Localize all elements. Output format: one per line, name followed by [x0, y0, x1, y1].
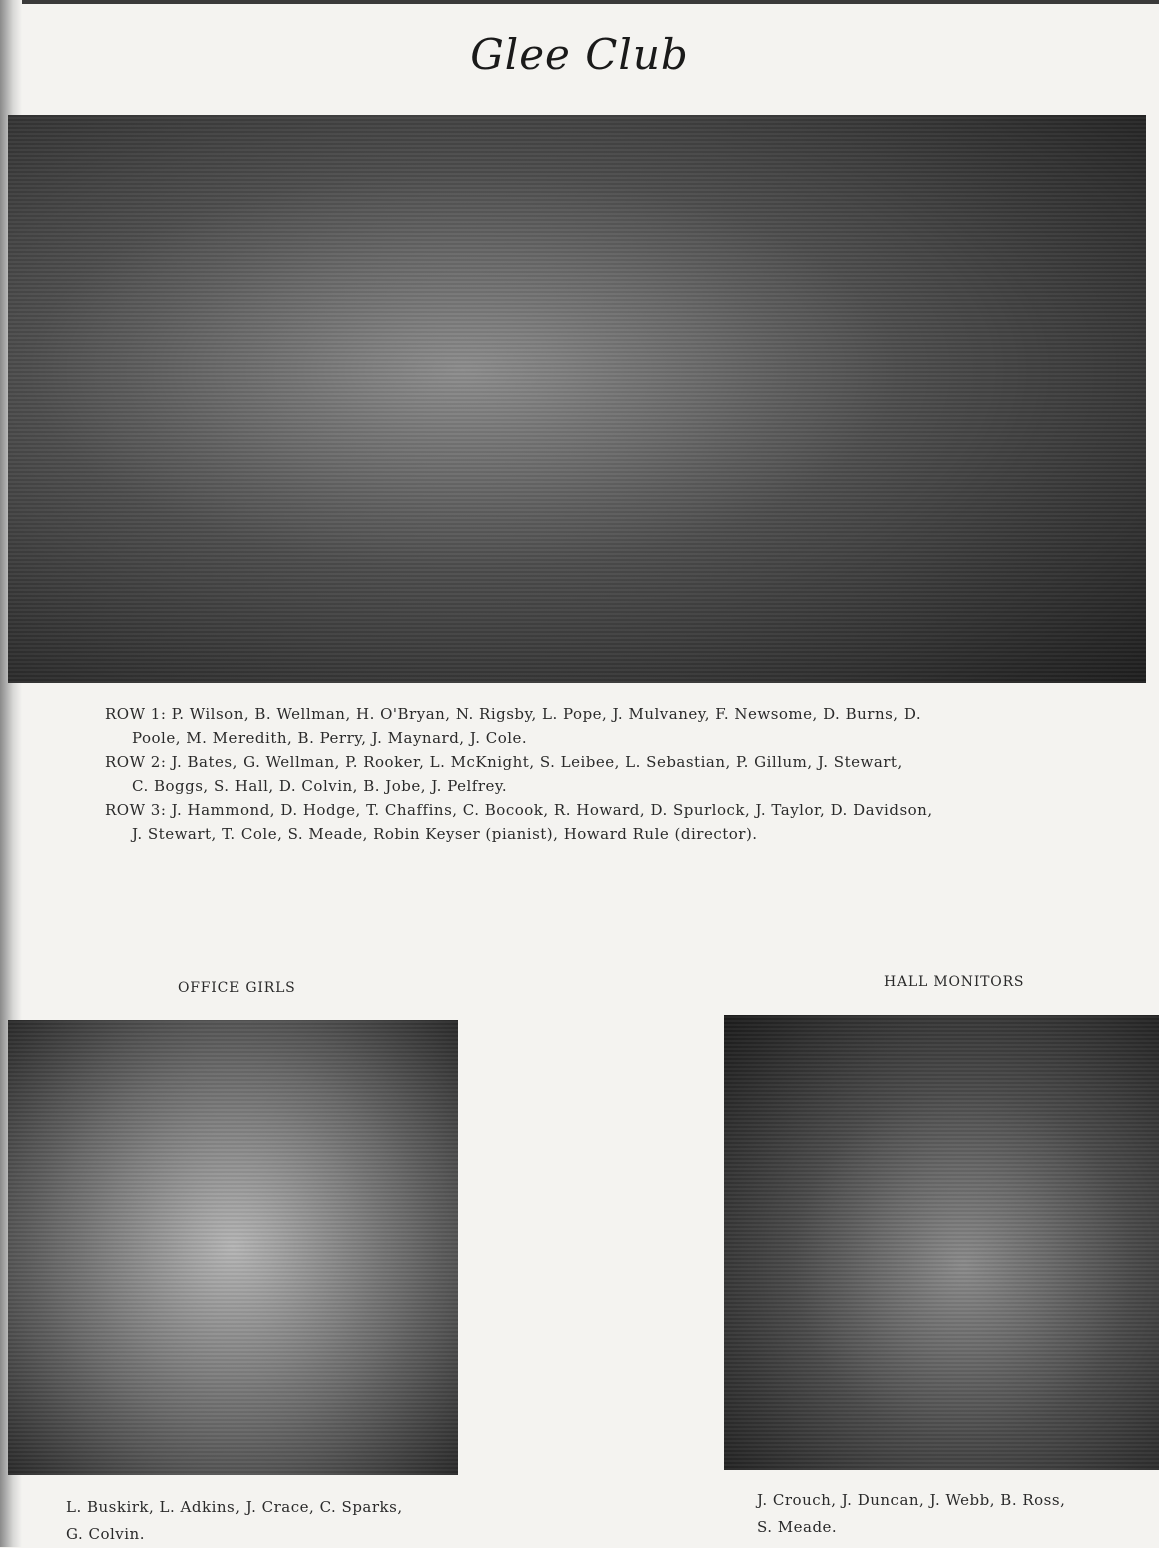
page-title: Glee Club	[470, 30, 689, 79]
hall-monitors-caption	[757, 1487, 1065, 1541]
office-girls-heading: OFFICE GIRLS	[178, 980, 296, 996]
glee-club-photo	[8, 115, 1146, 683]
hall-monitors-photo	[724, 1015, 1159, 1470]
caption-row-2-cont: C. Boggs, S. Hall, D. Colvin, B. Jobe, J. Pelfrey.	[132, 777, 508, 795]
caption-row-3: ROW 3: J. Hammond, D. Hodge, T. Chaffins, C. Bocook, R. Howard, D. Spurlock, J. Taylor, D. Davidson,	[105, 801, 933, 819]
office-girls-caption-line: G. Colvin.	[66, 1525, 145, 1543]
office-girls-photo	[8, 1020, 458, 1475]
glee-club-caption	[105, 702, 933, 846]
caption-row-1: ROW 1: P. Wilson, B. Wellman, H. O'Bryan, N. Rigsby, L. Pope, J. Mulvaney, F. Newsome, D. Burns, D.	[105, 705, 922, 723]
hall-monitors-heading: HALL MONITORS	[884, 974, 1025, 990]
page-top-edge	[0, 0, 1159, 4]
hall-monitors-caption-line: S. Meade.	[757, 1518, 838, 1536]
caption-row-2: ROW 2: J. Bates, G. Wellman, P. Rooker, L. McKnight, S. Leibee, L. Sebastian, P. Gillum, J. Stewart,	[105, 753, 903, 771]
caption-row-1-cont: Poole, M. Meredith, B. Perry, J. Maynard, J. Cole.	[132, 729, 528, 747]
office-girls-caption	[66, 1494, 403, 1548]
hall-monitors-caption-line: J. Crouch, J. Duncan, J. Webb, B. Ross,	[757, 1491, 1066, 1509]
caption-row-3-cont: J. Stewart, T. Cole, S. Meade, Robin Keyser (pianist), Howard Rule (director).	[132, 825, 758, 843]
office-girls-caption-line: L. Buskirk, L. Adkins, J. Crace, C. Sparks,	[66, 1498, 403, 1516]
